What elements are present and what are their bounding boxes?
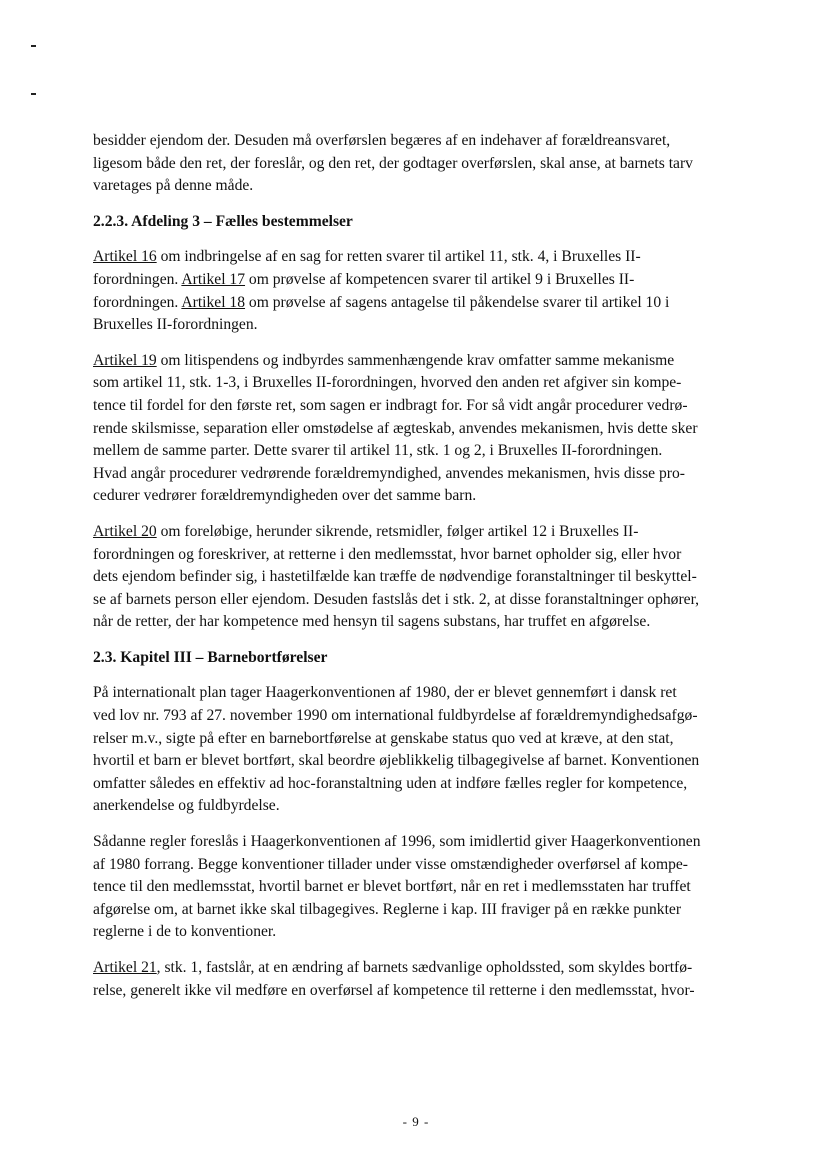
text-segment: mellem de samme parter. Dette svarer til artikel 11, stk. 1 og 2, i Bruxelles II-forordningen. xyxy=(93,442,663,460)
article-reference-link[interactable]: Artikel 17 xyxy=(181,270,246,288)
text-line xyxy=(93,795,753,818)
text-line xyxy=(93,440,753,463)
text-segment: forordningen. xyxy=(93,293,182,311)
text-segment: cedurer vedrører forældremyndigheden over det samme barn. xyxy=(93,487,477,505)
text-line xyxy=(93,485,753,508)
text-segment: ligesom både den ret, der foreslår, og den ret, der godtager overførslen, skal anse, at barnets tarv xyxy=(93,154,693,172)
text-line xyxy=(93,211,753,234)
text-line xyxy=(93,418,753,441)
document-body xyxy=(93,130,753,1015)
text-segment: om indbringelse af en sag for retten svarer til artikel 11, stk. 4, i Bruxelles II- xyxy=(156,248,641,266)
text-line xyxy=(93,130,753,153)
text-line xyxy=(93,589,753,612)
text-segment: forordningen. xyxy=(93,270,182,288)
text-line xyxy=(93,899,753,922)
paragraph xyxy=(93,350,753,508)
text-line xyxy=(93,153,753,176)
text-segment: af 1980 forrang. Begge konventioner tillader under visse omstændigheder overførsel af kompe- xyxy=(93,855,688,873)
text-segment: tence til den medlemsstat, hvortil barnet er blevet bortført, når en ret i medlemsstaten har truffet xyxy=(93,878,691,896)
section-heading xyxy=(93,647,753,670)
paragraph xyxy=(93,246,753,336)
paragraph xyxy=(93,130,753,198)
text-segment: varetages på denne måde. xyxy=(93,177,254,195)
page-number: - 9 - xyxy=(402,1114,430,1129)
text-line xyxy=(93,750,753,773)
article-reference-link[interactable]: Artikel 18 xyxy=(181,293,246,311)
text-segment: om prøvelse af sagens antagelse til påkendelse svarer til artikel 10 i xyxy=(245,293,670,311)
text-segment: når de retter, der har kompetence med hensyn til sagens substans, har truffet en afgørelse. xyxy=(93,613,651,631)
text-line xyxy=(93,728,753,751)
text-line xyxy=(93,611,753,634)
text-segment: 2.2.3. Afdeling 3 – Fælles bestemmelser xyxy=(93,212,353,230)
paragraph xyxy=(93,957,753,1002)
text-line xyxy=(93,773,753,796)
text-segment: 2.3. Kapitel III – Barnebortførelser xyxy=(93,648,328,666)
text-segment: se af barnets person eller ejendom. Desuden fastslås det i stk. 2, at disse foranstaltninger ophører, xyxy=(93,590,700,608)
article-reference-link[interactable]: Artikel 16 xyxy=(93,248,157,266)
text-line xyxy=(93,957,753,980)
section-heading xyxy=(93,211,753,234)
text-line xyxy=(93,566,753,589)
text-segment: forordningen og foreskriver, at retterne i den medlemsstat, hvor barnet opholder sig, eller hvor xyxy=(93,545,682,563)
text-line xyxy=(93,647,753,670)
text-line xyxy=(93,682,753,705)
text-line xyxy=(93,705,753,728)
text-line xyxy=(93,463,753,486)
text-segment: relser m.v., sigte på efter en barnebortførelse at genskabe status quo ved at kræve, at den stat, xyxy=(93,729,674,747)
paragraph xyxy=(93,682,753,818)
text-segment: omfatter således en effektiv ad hoc-foranstaltning uden at indføre fælles regler for kompetence, xyxy=(93,774,688,792)
text-line xyxy=(93,350,753,373)
text-line xyxy=(93,395,753,418)
text-segment: Sådanne regler foreslås i Haagerkonventionen af 1996, som imidlertid giver Haagerkonventionen xyxy=(93,833,701,851)
text-segment: Hvad angår procedurer vedrørende forældremyndighed, anvendes mekanismen, hvis disse pro- xyxy=(93,464,685,482)
paragraph xyxy=(93,521,753,634)
text-line xyxy=(93,175,753,198)
text-segment: hvortil et barn er blevet bortført, skal beordre øjeblikkelig tilbagegivelse af barnet. Konventionen xyxy=(93,752,700,770)
text-segment: Bruxelles II-forordningen. xyxy=(93,316,258,334)
margin-mark xyxy=(31,45,36,47)
text-segment: besidder ejendom der. Desuden må overførslen begæres af en indehaver af forældreansvaret, xyxy=(93,132,671,149)
text-segment: relse, generelt ikke vil medføre en overførsel af kompetence til retterne i den medlemsstat, hvor- xyxy=(93,981,695,999)
text-segment: afgørelse om, at barnet ikke skal tilbagegives. Reglerne i kap. III fraviger på en række punkter xyxy=(93,900,682,918)
text-segment: som artikel 11, stk. 1-3, i Bruxelles II-forordningen, hvorved den anden ret afgiver sin kompe- xyxy=(93,374,682,392)
text-line xyxy=(93,521,753,544)
margin-mark xyxy=(31,93,36,95)
text-line xyxy=(93,372,753,395)
text-segment: om litispendens og indbyrdes sammenhængende krav omfatter samme mekanisme xyxy=(156,351,675,369)
article-reference-link[interactable]: Artikel 20 xyxy=(93,522,157,540)
text-line xyxy=(93,292,753,315)
text-segment: ved lov nr. 793 af 27. november 1990 om international fuldbyrdelse af forældremyndighedsafgø- xyxy=(93,707,698,725)
paragraph xyxy=(93,831,753,944)
text-line xyxy=(93,854,753,877)
text-line xyxy=(93,246,753,269)
text-line xyxy=(93,831,753,854)
text-segment: rende skilsmisse, separation eller omstødelse af ægteskab, anvendes mekanismen, hvis dette sker xyxy=(93,419,698,437)
text-line xyxy=(93,269,753,292)
text-line xyxy=(93,544,753,567)
article-reference-link[interactable]: Artikel 19 xyxy=(93,351,157,369)
text-segment: anerkendelse og fuldbyrdelse. xyxy=(93,797,280,815)
text-segment: reglerne i de to konventioner. xyxy=(93,923,277,941)
text-segment: På internationalt plan tager Haagerkonventionen af 1980, der er blevet gennemført i dansk ret xyxy=(93,684,677,702)
text-line xyxy=(93,921,753,944)
text-line xyxy=(93,876,753,899)
text-segment: tence til fordel for den første ret, som sagen er indbragt for. For så vidt angår procedurer vedrø- xyxy=(93,396,688,414)
text-segment: om prøvelse af kompetencen svarer til artikel 9 i Bruxelles II- xyxy=(245,270,635,288)
text-line xyxy=(93,980,753,1003)
text-segment: om foreløbige, herunder sikrende, retsmidler, følger artikel 12 i Bruxelles II- xyxy=(156,522,639,540)
text-line xyxy=(93,314,753,337)
article-reference-link[interactable]: Artikel 21 xyxy=(93,959,157,976)
text-segment: dets ejendom befinder sig, i hastetilfælde kan træffe de nødvendige foranstaltninger til beskyttel- xyxy=(93,568,697,586)
text-segment: , stk. 1, fastslår, at en ændring af barnets sædvanlige opholdssted, som skyldes bortfø- xyxy=(156,959,693,976)
